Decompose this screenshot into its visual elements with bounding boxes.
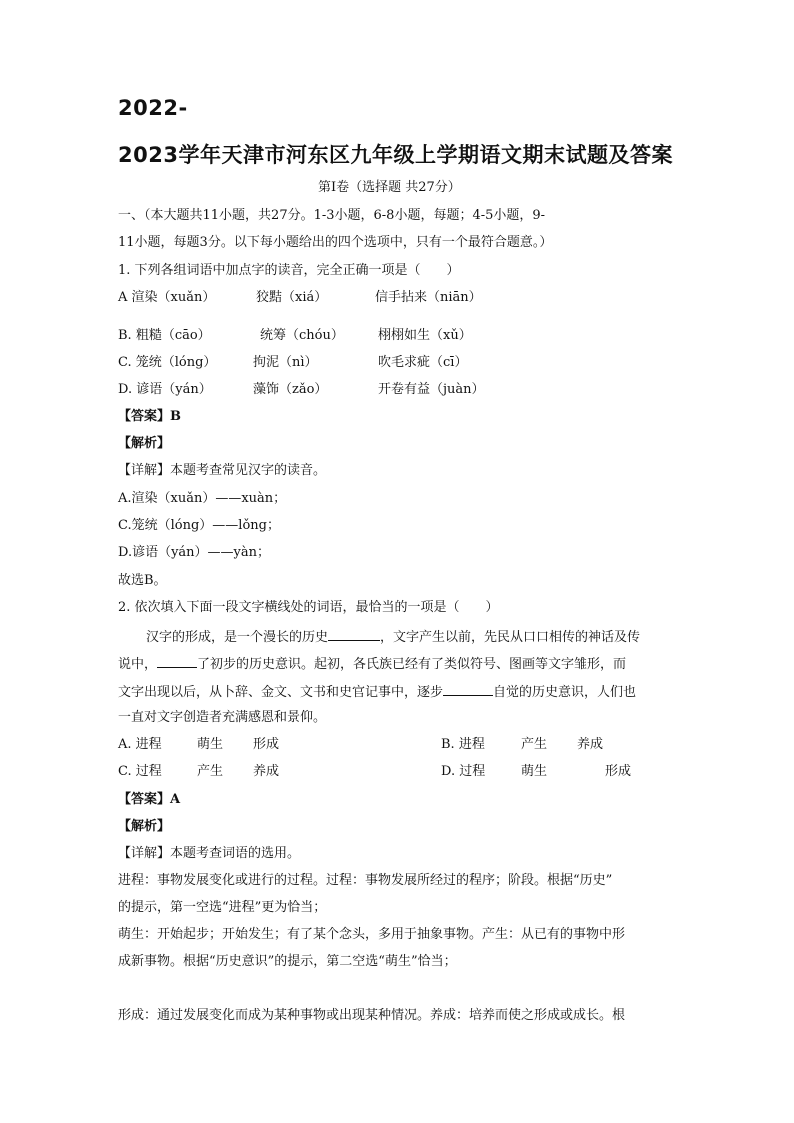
q2-option-c: C. 过程 [118, 764, 162, 779]
q2-passage-text: ，文字产生以前，先民从口口相传的神话及传 [380, 630, 641, 645]
q1-option-b-word2: 统筹（chóu） [260, 328, 344, 343]
q2-passage-text: 自觉的历史意识，人们也 [493, 685, 637, 700]
q2-option-a-word2: 萌生 [197, 737, 224, 752]
q1-stem: 1. 下列各组词语中加点字的读音，完全正确一项是（ ） [118, 263, 460, 278]
instructions-line-1: 一、（本大题共11小题，共27分。1-3小题，6-8小题，每题；4-5小题，9- [118, 208, 546, 223]
q2-answer: 【答案】A [118, 792, 181, 807]
q2-passage-line-3 [118, 682, 636, 702]
title-line-2: 2023学年天津市河东区九年级上学期语文期末试题及答案 [118, 143, 673, 167]
q1-analysis-line: D.谚语（yán）——yàn； [118, 545, 271, 560]
section-header: 第I卷（选择题 共27分） [318, 180, 461, 195]
q1-option-a: A 渲染（xuǎn） [118, 290, 216, 305]
q2-analysis-line: 成新事物。根据“历史意识”的提示，第二空选“萌生”恰当； [118, 954, 457, 969]
q2-option-d-word2: 萌生 [521, 764, 548, 779]
q2-analysis-line: 萌生：开始起步；开始发生；有了某个念头，多用于抽象事物。产生：从已有的事物中形 [118, 927, 626, 942]
q1-analysis-line: A.渲染（xuǎn）——xuàn； [118, 491, 287, 506]
q1-option-a-word2: 狡黠（xiá） [256, 290, 328, 305]
q2-option-b-word2: 产生 [521, 737, 548, 752]
q2-passage-text: 汉字的形成，是一个漫长的历史 [146, 630, 329, 645]
q2-option-d-word3: 形成 [605, 764, 632, 779]
q1-option-d-word2: 藻饰（zǎo） [253, 382, 328, 397]
q2-detail: 【详解】本题考查词语的选用。 [118, 846, 301, 861]
q1-analysis-line: 故选B。 [118, 573, 167, 588]
q2-option-c-word2: 产生 [197, 764, 224, 779]
q1-detail: 【详解】本题考查常见汉字的读音。 [118, 463, 327, 478]
q1-option-d: D. 谚语（yán） [118, 382, 212, 397]
q2-passage-line-4: 一直对文字创造者充满感恩和景仰。 [118, 710, 327, 725]
instructions-line-2: 11小题，每题3分。以下每小题给出的四个选项中，只有一个最符合题意。） [118, 235, 553, 250]
title-line-1: 2022- [118, 96, 188, 120]
q2-passage-text: 文字出现以后，从卜辞、金文、文书和史官记事中，逐步 [118, 685, 444, 700]
q1-analysis-heading: 【解析】 [118, 436, 171, 451]
q1-analysis-line: C.笼统（lóng）——lǒng； [118, 518, 280, 533]
q2-analysis-line: 形成：通过发展变化而成为某种事物或出现某种情况。养成：培养而使之形成或成长。根 [118, 1008, 626, 1023]
q1-option-c-word3: 吹毛求疵（cī） [378, 355, 468, 370]
q2-option-a: A. 进程 [118, 737, 162, 752]
q2-option-d: D. 过程 [441, 764, 486, 779]
fill-blank-2 [157, 654, 197, 668]
q2-passage-text: 说中， [118, 657, 158, 672]
q1-option-b: B. 粗糙（cāo） [118, 328, 211, 343]
q1-option-c: C. 笼统（lóng） [118, 355, 217, 370]
q1-option-c-word2: 拘泥（nì） [253, 355, 318, 370]
q1-option-a-word3: 信手拈来（niān） [375, 290, 482, 305]
q2-option-a-word3: 形成 [253, 737, 280, 752]
q2-analysis-line: 进程：事物发展变化或进行的过程。过程：事物发展所经过的程序；阶段。根据“历史” [118, 873, 613, 888]
q2-stem: 2. 依次填入下面一段文字横线处的词语，最恰当的一项是（ ） [118, 600, 499, 615]
q2-analysis-heading: 【解析】 [118, 819, 171, 834]
q1-option-d-word3: 开卷有益（juàn） [378, 382, 485, 397]
q2-passage-line-1 [146, 627, 640, 647]
q1-option-b-word3: 栩栩如生（xǔ） [378, 328, 472, 343]
fill-blank-1 [328, 627, 380, 641]
q2-passage-line-2 [118, 654, 626, 674]
fill-blank-3 [443, 682, 493, 696]
q2-analysis-line: 的提示，第一空选“进程”更为恰当； [118, 900, 327, 915]
q2-passage-text: 了初步的历史意识。起初，各氏族已经有了类似符号、图画等文字雏形，而 [197, 657, 627, 672]
q2-option-b-word3: 养成 [577, 737, 604, 752]
q2-option-c-word3: 养成 [253, 764, 280, 779]
q1-answer: 【答案】B [118, 409, 181, 424]
q2-option-b: B. 进程 [441, 737, 485, 752]
